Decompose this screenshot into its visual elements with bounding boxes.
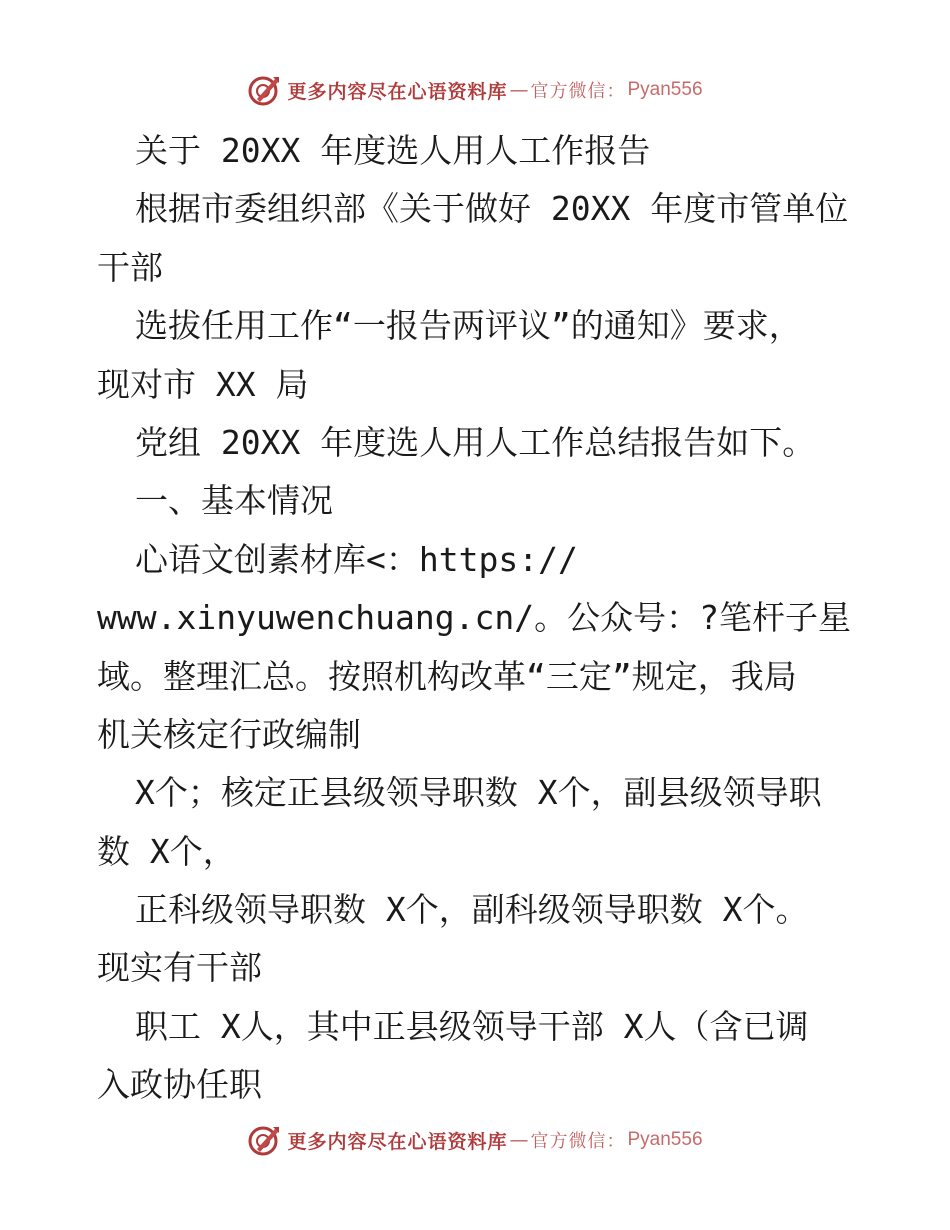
text-line: 职工 X人，其中正县级领导干部 X人（含已调 — [135, 1006, 809, 1046]
text-line: 入政协任职 — [97, 1065, 262, 1105]
text-line: 选拔任用工作“一报告两评议”的通知》要求， — [135, 306, 802, 346]
text-line: 根据市委组织部《关于做好 20XX 年度市管单位 — [135, 189, 849, 229]
logo-icon — [247, 1123, 281, 1157]
banner-dash: — — [509, 1129, 529, 1151]
text-line: 一、基本情况 — [135, 481, 333, 521]
logo-icon — [247, 73, 281, 107]
text-line: X个；核定正县级领导职数 X个，副县级领导职 — [135, 773, 822, 813]
banner-main-text: 更多内容尽在心语资料库 — [287, 1130, 508, 1153]
text-line: 党组 20XX 年度选人用人工作总结报告如下。 — [135, 422, 816, 462]
banner-dash: — — [509, 79, 529, 101]
text-line: 关于 20XX 年度选人用人工作报告 — [135, 131, 651, 170]
document-body — [97, 122, 857, 1115]
text-line: 现实有干部 — [97, 948, 262, 988]
text-line: 机关核定行政编制 — [97, 714, 361, 754]
banner-wechat-handle: Pyan556 — [627, 1129, 703, 1150]
banner-main-text: 更多内容尽在心语资料库 — [287, 80, 508, 103]
banner-wechat-label: 官方微信： — [530, 81, 626, 102]
text-line: 数 X个， — [97, 831, 236, 871]
text-line: www.xinyuwenchuang.cn/。公众号：?笔杆子星 — [97, 598, 851, 638]
banner-wechat-label: 官方微信： — [530, 1131, 626, 1152]
header-watermark — [0, 70, 950, 110]
footer-watermark — [0, 1120, 950, 1160]
text-line: 干部 — [97, 247, 163, 287]
banner-wechat-handle: Pyan556 — [627, 79, 703, 100]
text-line: 心语文创素材库<：https:// — [135, 539, 578, 579]
text-line: 正科级领导职数 X个，副科级领导职数 X个。 — [135, 890, 809, 930]
text-line: 域。整理汇总。按照机构改革“三定”规定，我局 — [97, 656, 797, 696]
text-line: 现对市 XX 局 — [97, 364, 309, 404]
